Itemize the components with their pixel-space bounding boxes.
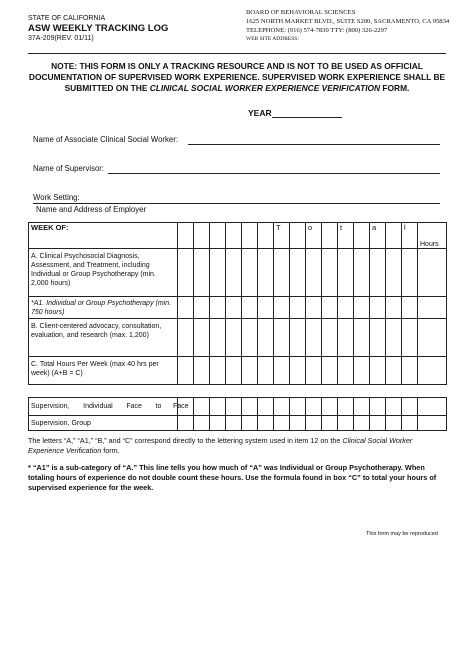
total-letter-o: o xyxy=(306,223,322,249)
hours-cell[interactable] xyxy=(226,357,242,385)
hours-cell[interactable] xyxy=(258,319,274,357)
hours-cell[interactable] xyxy=(354,416,370,431)
hours-cell[interactable] xyxy=(418,416,447,431)
hours-cell[interactable] xyxy=(210,416,226,431)
hours-cell[interactable] xyxy=(338,297,354,319)
hours-cell[interactable] xyxy=(386,398,402,416)
hours-cell[interactable] xyxy=(402,398,418,416)
hours-cell[interactable] xyxy=(194,398,210,416)
row-a-label: A. Clinical Psychosocial Diagnosis, Assessment, and Treatment, including Individual or Group Psychotherapy (min. 2,000 hours) xyxy=(29,249,178,297)
note-line-3 xyxy=(28,83,446,94)
year-field[interactable] xyxy=(272,117,342,118)
note-line-1: NOTE: THIS FORM IS ONLY A TRACKING RESOURCE AND IS NOT TO BE USED AS OFFICIAL xyxy=(51,61,423,71)
lettering-footnote xyxy=(28,436,446,456)
hours-cell[interactable] xyxy=(242,398,258,416)
hours-cell[interactable] xyxy=(418,297,447,319)
hours-cell[interactable] xyxy=(418,249,447,297)
hours-cell[interactable] xyxy=(354,249,370,297)
hours-cell[interactable] xyxy=(322,357,338,385)
work-setting-label: Work Setting: xyxy=(33,193,80,202)
hours-cell[interactable] xyxy=(370,416,386,431)
hours-cell[interactable] xyxy=(402,249,418,297)
hours-cell[interactable] xyxy=(242,249,258,297)
hours-cell[interactable] xyxy=(386,319,402,357)
hours-cell[interactable] xyxy=(370,357,386,385)
supervisor-field[interactable] xyxy=(108,173,440,174)
table-row-b xyxy=(29,319,447,357)
note-line-3-italic: CLINICAL SOCIAL WORKER EXPERIENCE VERIFICATION xyxy=(149,83,381,93)
day-cell[interactable] xyxy=(354,223,370,249)
hours-cell[interactable] xyxy=(370,249,386,297)
hours-cell[interactable] xyxy=(194,297,210,319)
hours-cell[interactable] xyxy=(306,416,322,431)
hours-cell[interactable] xyxy=(354,319,370,357)
hours-cell[interactable] xyxy=(386,357,402,385)
hours-cell[interactable] xyxy=(306,357,322,385)
hours-cell[interactable] xyxy=(226,398,242,416)
hours-cell[interactable] xyxy=(290,416,306,431)
board-address: 1625 NORTH MARKET BLVD., SUITE S200, SACRAMENTO, CA 95834 xyxy=(246,18,450,25)
hours-cell[interactable] xyxy=(386,416,402,431)
hours-cell[interactable] xyxy=(290,398,306,416)
supervisor-label: Name of Supervisor: xyxy=(33,164,105,173)
hours-cell[interactable] xyxy=(354,398,370,416)
hours-cell[interactable] xyxy=(274,398,290,416)
note-line-3-post: FORM. xyxy=(380,83,410,93)
total-letter-t: T xyxy=(274,223,290,249)
hours-cell[interactable] xyxy=(306,297,322,319)
hours-cell[interactable] xyxy=(242,319,258,357)
board-telephone: TELEPHONE: (916) 574-7830 TTY: (800) 326-2297 xyxy=(246,27,388,34)
footnote-post: form. xyxy=(101,446,120,455)
hours-cell[interactable] xyxy=(370,398,386,416)
note-line-2: DOCUMENTATION OF SUPERVISED WORK EXPERIENCE. SUPERVISED WORK EXPERIENCE SHALL BE xyxy=(28,72,446,82)
reproduced-note: This form may be reproduced xyxy=(366,531,438,537)
hours-cell[interactable] xyxy=(402,416,418,431)
hours-cell[interactable] xyxy=(322,416,338,431)
footnote-pre: The letters “A,” “A1,” “B,” and “C” correspond directly to the lettering system used in item 12 on the xyxy=(28,436,343,445)
hours-cell[interactable] xyxy=(386,297,402,319)
hours-cell[interactable] xyxy=(338,319,354,357)
hours-cell[interactable] xyxy=(338,398,354,416)
supervision-group-label: Supervision, Group xyxy=(29,416,178,431)
hours-cell[interactable] xyxy=(210,319,226,357)
state-label: STATE OF CALIFORNIA xyxy=(28,15,106,22)
hours-cell[interactable] xyxy=(386,249,402,297)
hours-cell[interactable] xyxy=(274,249,290,297)
hours-cell[interactable] xyxy=(242,297,258,319)
hours-cell[interactable] xyxy=(226,319,242,357)
total-letter-a: a xyxy=(370,223,386,249)
day-cell[interactable] xyxy=(322,223,338,249)
hours-cell[interactable] xyxy=(354,297,370,319)
associate-field[interactable] xyxy=(188,144,440,145)
table-row-a xyxy=(29,249,447,297)
hours-cell[interactable] xyxy=(274,319,290,357)
total-letter-t2: t xyxy=(338,223,354,249)
table-row-supervision-individual xyxy=(29,398,447,416)
hours-cell[interactable] xyxy=(306,398,322,416)
hours-cell[interactable] xyxy=(402,319,418,357)
hours-cell[interactable] xyxy=(274,357,290,385)
hours-cell[interactable] xyxy=(226,297,242,319)
hours-cell[interactable] xyxy=(290,319,306,357)
hours-cell[interactable] xyxy=(178,249,194,297)
hours-cell[interactable] xyxy=(178,297,194,319)
table-row-c xyxy=(29,357,447,385)
table-row-supervision-group xyxy=(29,416,447,431)
hours-cell[interactable] xyxy=(418,319,447,357)
hours-cell[interactable] xyxy=(242,416,258,431)
hours-cell[interactable] xyxy=(210,357,226,385)
hours-cell[interactable] xyxy=(226,416,242,431)
hours-cell[interactable] xyxy=(210,249,226,297)
supervision-individual-label: Supervision, Individual Face to Face xyxy=(29,398,178,416)
hours-cell[interactable] xyxy=(194,249,210,297)
day-cell[interactable] xyxy=(242,223,258,249)
header-right xyxy=(246,8,449,44)
note-line-3-pre: SUBMITTED ON THE xyxy=(64,83,150,93)
board-name: BOARD OF BEHAVIORAL SCIENCES xyxy=(246,9,356,16)
hours-cell[interactable] xyxy=(178,416,194,431)
total-letter-l: l xyxy=(402,223,418,249)
hours-cell[interactable] xyxy=(274,416,290,431)
hours-cell[interactable] xyxy=(322,249,338,297)
row-a1-label: *A1. Individual or Group Psychotherapy (min. 750 hours) xyxy=(29,297,178,319)
a1-star-note: * “A1” is a sub-category of “A.” This line tells you how much of “A” was Individual or Group Psychotherapy. When totaling hours of experience do not double count these hours. Use the formula found in box “C” to total your hours of supervised experience for the week. xyxy=(28,463,437,492)
note-block xyxy=(28,61,446,94)
footnote-italic: Clinical Social Worker Experience Verification xyxy=(28,436,413,455)
hours-cell[interactable] xyxy=(338,357,354,385)
table-row-week xyxy=(29,223,447,249)
hours-cell[interactable] xyxy=(194,416,210,431)
hours-cell[interactable] xyxy=(402,357,418,385)
header-left xyxy=(28,14,168,43)
associate-label: Name of Associate Clinical Social Worker: xyxy=(33,135,179,144)
hours-text: Hours xyxy=(420,241,439,248)
day-cell[interactable] xyxy=(386,223,402,249)
hours-label xyxy=(418,223,447,249)
hours-table xyxy=(28,222,447,385)
hours-cell[interactable] xyxy=(194,357,210,385)
hours-cell[interactable] xyxy=(402,297,418,319)
day-cell[interactable] xyxy=(290,223,306,249)
hours-cell[interactable] xyxy=(322,398,338,416)
day-cell[interactable] xyxy=(194,223,210,249)
board-website: WEB SITE ADDRESS: xyxy=(246,36,299,42)
hours-cell[interactable] xyxy=(242,357,258,385)
day-cell[interactable] xyxy=(178,223,194,249)
hours-cell[interactable] xyxy=(418,357,447,385)
hours-cell[interactable] xyxy=(290,357,306,385)
hours-cell[interactable] xyxy=(226,249,242,297)
hours-cell[interactable] xyxy=(274,297,290,319)
hours-cell[interactable] xyxy=(370,319,386,357)
header-divider xyxy=(28,53,446,54)
hours-cell[interactable] xyxy=(258,398,274,416)
hours-cell[interactable] xyxy=(178,357,194,385)
hours-cell[interactable] xyxy=(258,416,274,431)
hours-cell[interactable] xyxy=(322,319,338,357)
hours-cell[interactable] xyxy=(258,249,274,297)
form-number: 37A-209(REV. 01/11) xyxy=(28,35,94,42)
table-row-a1 xyxy=(29,297,447,319)
form-title: ASW WEEKLY TRACKING LOG xyxy=(28,23,169,34)
hours-cell[interactable] xyxy=(338,416,354,431)
hours-cell[interactable] xyxy=(258,357,274,385)
day-cell[interactable] xyxy=(226,223,242,249)
hours-cell[interactable] xyxy=(210,398,226,416)
hours-cell[interactable] xyxy=(306,249,322,297)
hours-cell[interactable] xyxy=(210,297,226,319)
day-cell[interactable] xyxy=(210,223,226,249)
hours-cell[interactable] xyxy=(354,357,370,385)
employer-label: Name and Address of Employer xyxy=(36,205,147,214)
hours-cell[interactable] xyxy=(370,297,386,319)
hours-cell[interactable] xyxy=(290,297,306,319)
hours-cell[interactable] xyxy=(178,319,194,357)
hours-cell[interactable] xyxy=(258,297,274,319)
hours-cell[interactable] xyxy=(290,249,306,297)
hours-cell[interactable] xyxy=(194,319,210,357)
week-of-label: WEEK OF: xyxy=(29,223,178,249)
row-b-label: B. Client-centered advocacy, consultation, evaluation, and research (max. 1,200) xyxy=(29,319,178,357)
hours-cell[interactable] xyxy=(322,297,338,319)
work-setting-field[interactable] xyxy=(33,203,440,204)
day-cell[interactable] xyxy=(258,223,274,249)
hours-cell[interactable] xyxy=(338,249,354,297)
supervision-table xyxy=(28,397,447,431)
hours-cell[interactable] xyxy=(418,398,447,416)
row-c-label: C. Total Hours Per Week (max 40 hrs per week) (A+B = C) xyxy=(29,357,178,385)
year-label: YEAR xyxy=(248,108,272,118)
hours-cell[interactable] xyxy=(306,319,322,357)
